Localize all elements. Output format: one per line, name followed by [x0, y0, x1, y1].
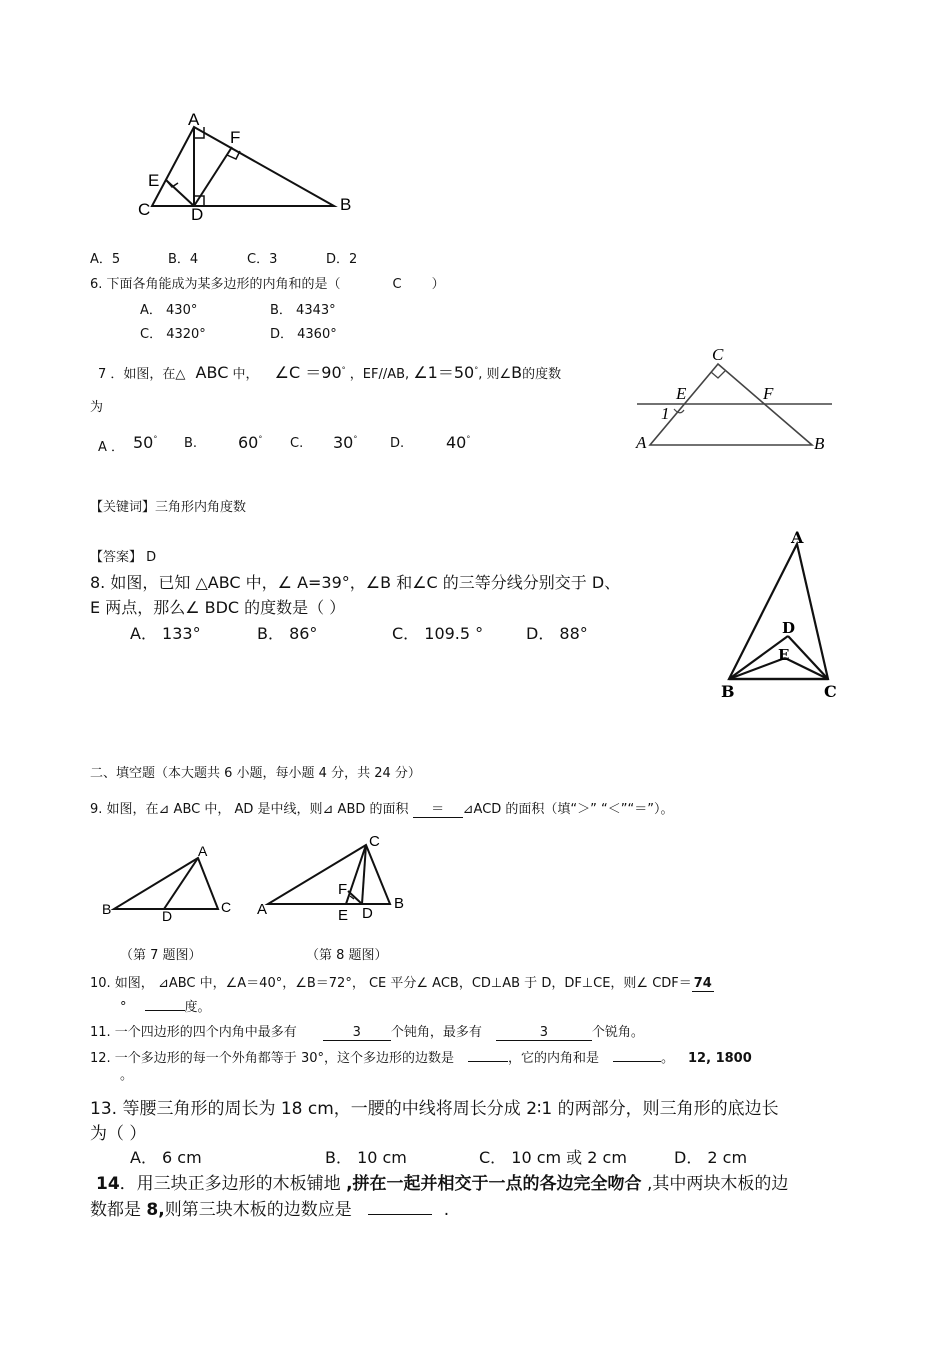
- q7-stem: 7 ．如图，在△ ABC 中， ∠C ＝90° ，EF//AB, ∠1＝50°, 则∠B的度数: [98, 363, 562, 382]
- keyword-line: 【关键词】三角形内角度数: [90, 500, 247, 515]
- q8-option-c: C． 109.5 °: [392, 624, 484, 643]
- figure-q7: [632, 346, 840, 456]
- q10-line2: ° 度。: [120, 1000, 211, 1015]
- label-A: A: [257, 901, 268, 918]
- label-D: D: [782, 619, 796, 637]
- q14-line2: 数都是 8,则第三块木板的边数应是 .: [90, 1200, 450, 1220]
- q11-stem: 11. 一个四边形的四个内角中最多有 3 个钝角，最多有 3 个锐角。: [90, 1025, 644, 1040]
- label-D: D: [191, 205, 204, 224]
- q7-stem-wei: 为: [90, 400, 104, 415]
- label-B: B: [814, 434, 825, 453]
- q6-answer: C: [392, 277, 402, 292]
- section-two-title: 二、填空题（本大题共 6 小题，每小题 4 分，共 24 分）: [90, 766, 421, 781]
- answer-line: 【答案】 D: [90, 550, 157, 565]
- q7-option-b-label: B.: [184, 436, 198, 451]
- q13-option-c: C． 10 cm 或 2 cm: [479, 1148, 627, 1167]
- label-C: C: [712, 346, 724, 364]
- q8-option-b: B． 86°: [257, 624, 318, 643]
- q6-option-b: B． 4343°: [270, 303, 336, 318]
- label-C: C: [221, 899, 232, 915]
- label-D: D: [162, 908, 173, 924]
- label-C: C: [369, 833, 380, 850]
- label-B: B: [340, 195, 352, 214]
- q13-option-b: B． 10 cm: [325, 1148, 407, 1167]
- q12-line2: 。: [120, 1068, 134, 1083]
- figure-8: [254, 828, 414, 928]
- q13-option-d: D． 2 cm: [674, 1148, 748, 1167]
- q11-answer-1: 3: [323, 1026, 391, 1041]
- q7-option-a-label: A ．: [98, 440, 125, 455]
- label-E: E: [148, 171, 160, 190]
- q6-option-a: A． 430°: [140, 303, 198, 318]
- label-B: B: [102, 901, 112, 917]
- figure-7: [98, 838, 240, 928]
- q7-option-d-label: D.: [390, 436, 405, 451]
- figure-q8: [712, 522, 848, 704]
- label-1: 1: [661, 404, 670, 423]
- q9-stem: 9. 如图，在⊿ ABC 中， AD 是中线，则⊿ ABD 的面积 ＝ ⊿ACD 的面积（填“＞” “＜”“＝”）。: [90, 802, 674, 817]
- q6-option-c: C． 4320°: [140, 327, 206, 342]
- q5-option-c: C．3: [247, 252, 278, 267]
- q10-line1: 10. 如图， ⊿ABC 中，∠A＝40°，∠B＝72°， CE 平分∠ ACB，CD⊥AB 于 D，DF⊥CE，则∠ CDF＝ 74: [90, 976, 712, 991]
- label-A: A: [198, 843, 208, 859]
- label-F: F: [763, 384, 774, 403]
- q8-option-d: D． 88°: [526, 624, 588, 643]
- label-E: E: [338, 907, 349, 924]
- figure-top-triangle: [130, 108, 370, 228]
- caption-fig7: （第 7 题图）: [120, 948, 202, 963]
- label-C: C: [824, 682, 837, 701]
- label-F: F: [230, 128, 241, 147]
- q13-line1: 13. 等腰三角形的周长为 18 cm，一腰的中线将周长分成 2∶1 的两部分，则三角形的底边长: [90, 1099, 779, 1119]
- label-B: B: [721, 682, 735, 701]
- q6-stem: 6. 下面各角能成为某多边形的内角和的是（ C ）: [90, 277, 445, 292]
- q14-line1: 14．用三块正多边形的木板铺地 ,拼在一起并相交于一点的各边完全吻合 ,其中两块木板的边: [96, 1174, 789, 1194]
- q8-line1: 8. 如图，已知 △ABC 中，∠ A=39°，∠B 和∠C 的三等分线分别交于 D、: [90, 573, 621, 592]
- label-B: B: [394, 895, 405, 912]
- q12-stem: 12. 一个多边形的每一个外角都等于 30°，这个多边形的边数是 ，它的内角和是 。 12, 1800: [90, 1051, 752, 1066]
- q5-option-d: D．2: [326, 252, 358, 267]
- q7-option-c-value: 30°: [333, 433, 358, 452]
- q11-answer-2: 3: [496, 1026, 592, 1041]
- label-A: A: [636, 433, 647, 452]
- q5-option-b: B．4: [168, 252, 199, 267]
- q13-line2: 为（ ）: [90, 1124, 147, 1144]
- q9-blank: ＝: [413, 803, 463, 818]
- label-A: A: [791, 528, 804, 547]
- q7-option-d-value: 40°: [446, 433, 471, 452]
- label-F: F: [338, 881, 348, 898]
- q7-option-c-label: C.: [290, 436, 304, 451]
- q6-option-d: D． 4360°: [270, 327, 337, 342]
- q8-option-a: A． 133°: [130, 624, 201, 643]
- label-A: A: [188, 110, 200, 129]
- label-E: E: [676, 384, 687, 403]
- q7-option-a-value: 50°: [133, 433, 158, 452]
- label-D: D: [362, 905, 373, 922]
- caption-fig8: （第 8 题图）: [306, 948, 388, 963]
- q10-answer: 74: [693, 976, 712, 991]
- q7-option-b-value: 60°: [238, 433, 263, 452]
- q13-option-a: A． 6 cm: [130, 1148, 202, 1167]
- q12-answer: 12, 1800: [688, 1051, 752, 1066]
- q5-option-a: A．5: [90, 252, 121, 267]
- q8-line2: E 两点，那么∠ BDC 的度数是（ ）: [90, 598, 346, 617]
- label-C: C: [138, 200, 151, 219]
- label-E: E: [778, 646, 790, 664]
